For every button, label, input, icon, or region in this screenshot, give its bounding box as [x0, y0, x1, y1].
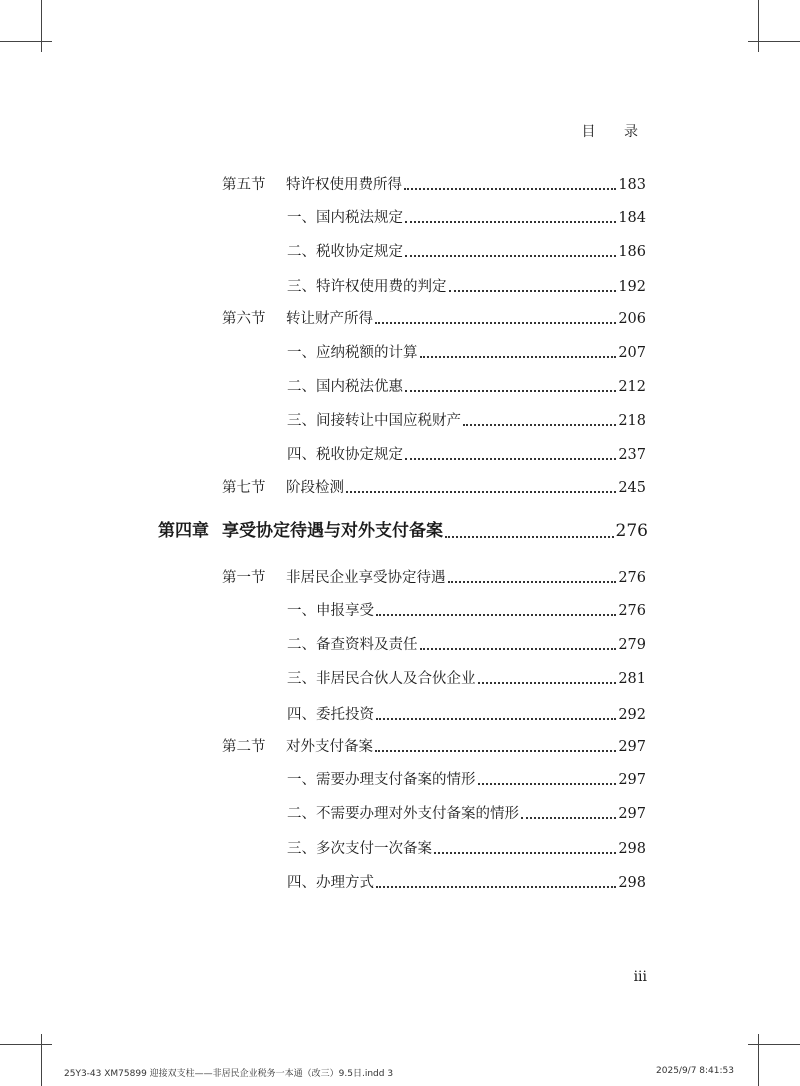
- toc-entry-label: 第二节: [222, 739, 266, 755]
- toc-entry-title: 三、特许权使用费的判定: [287, 279, 447, 295]
- toc-entry-item[interactable]: [287, 636, 646, 654]
- toc-entry-item[interactable]: [287, 446, 646, 464]
- crop-mark: [41, 0, 42, 52]
- dot-leader: [405, 254, 616, 257]
- toc-entry-item[interactable]: [287, 706, 646, 724]
- dot-leader: [376, 613, 616, 616]
- dot-leader: [420, 647, 617, 650]
- crop-mark: [748, 41, 800, 42]
- toc-entry-item[interactable]: [287, 670, 646, 688]
- dot-leader: [346, 490, 616, 493]
- toc-entry-section[interactable]: [222, 176, 646, 194]
- toc-entry-item[interactable]: [287, 412, 646, 430]
- toc-entry-item[interactable]: [287, 602, 646, 620]
- toc-entry-title: 三、间接转让中国应税财产: [287, 413, 461, 429]
- dot-leader: [434, 851, 616, 854]
- crop-mark: [0, 41, 52, 42]
- toc-entry-page-number: 218: [618, 413, 646, 429]
- print-slug-timestamp: 2025/9/7 8:41:53: [656, 1066, 734, 1076]
- crop-mark: [0, 1044, 52, 1045]
- toc-entry-title: 特许权使用费所得: [286, 177, 402, 193]
- toc-entry-item[interactable]: [287, 209, 646, 227]
- toc-entry-item[interactable]: [287, 243, 646, 261]
- dot-leader: [448, 580, 617, 583]
- dot-leader: [463, 423, 616, 426]
- toc-entry-title: 四、办理方式: [287, 875, 374, 891]
- toc-entry-title: 一、申报享受: [287, 603, 374, 619]
- toc-entry-title: 二、备查资料及责任: [287, 637, 418, 653]
- toc-entry-title: 对外支付备案: [286, 739, 373, 755]
- dot-leader: [445, 535, 614, 538]
- toc-entry-page-number: 184: [618, 210, 646, 226]
- dot-leader: [521, 816, 616, 819]
- dot-leader: [375, 321, 616, 324]
- toc-entry-page-number: 276: [615, 521, 648, 541]
- dot-leader: [405, 220, 616, 223]
- toc-entry-page-number: 207: [618, 345, 646, 361]
- toc-entry-title: 一、应纳税额的计算: [287, 345, 418, 361]
- toc-entry-title: 二、税收协定规定: [287, 244, 403, 260]
- toc-entry-title: 转让财产所得: [286, 311, 373, 327]
- crop-mark: [748, 1044, 800, 1045]
- toc-entry-label: 第七节: [222, 480, 266, 496]
- running-head: 目 录: [581, 124, 650, 140]
- dot-leader: [405, 457, 616, 460]
- toc-entry-item[interactable]: [287, 805, 646, 823]
- toc-entry-label: 第六节: [222, 311, 266, 327]
- dot-leader: [478, 681, 617, 684]
- toc-entry-title: 阶段检测: [286, 480, 344, 496]
- toc-entry-page-number: 192: [618, 279, 646, 295]
- toc-entry-page-number: 183: [618, 177, 646, 193]
- toc-entry-title: 四、委托投资: [287, 707, 374, 723]
- dot-leader: [449, 289, 617, 292]
- toc-entry-page-number: 279: [618, 637, 646, 653]
- toc-entry-page-number: 237: [618, 447, 646, 463]
- toc-entry-title: 一、国内税法规定: [287, 210, 403, 226]
- toc-entry-item[interactable]: [287, 840, 646, 858]
- toc-entry-title: 非居民企业享受协定待遇: [286, 570, 446, 586]
- toc-entry-page-number: 276: [618, 603, 646, 619]
- toc-entry-label: 第四章: [158, 521, 209, 541]
- dot-leader: [404, 187, 616, 190]
- toc-entry-item[interactable]: [287, 378, 646, 396]
- dot-leader: [375, 749, 616, 752]
- crop-mark: [758, 1034, 759, 1086]
- toc-entry-section[interactable]: [222, 310, 646, 328]
- toc-entry-page-number: 297: [618, 739, 646, 755]
- toc-entry-item[interactable]: [287, 874, 646, 892]
- toc-entry-title: 二、国内税法优惠: [287, 379, 403, 395]
- toc-entry-page-number: 281: [618, 671, 646, 687]
- toc-entry-label: 第五节: [222, 177, 266, 193]
- toc-entry-title: 二、不需要办理对外支付备案的情形: [287, 806, 519, 822]
- dot-leader: [376, 717, 616, 720]
- toc-entry-page-number: 245: [618, 480, 646, 496]
- dot-leader: [376, 885, 616, 888]
- toc-entry-page-number: 298: [618, 841, 646, 857]
- toc-entry-page-number: 276: [618, 570, 646, 586]
- dot-leader: [420, 355, 617, 358]
- toc-entry-title: 享受协定待遇与对外支付备案: [222, 521, 443, 541]
- toc-entry-title: 一、需要办理支付备案的情形: [287, 772, 476, 788]
- toc-entry-title: 四、税收协定规定: [287, 447, 403, 463]
- toc-entry-page-number: 297: [618, 806, 646, 822]
- toc-entry-title: 三、多次支付一次备案: [287, 841, 432, 857]
- toc-entry-item[interactable]: [287, 278, 646, 296]
- toc-entry-item[interactable]: [287, 344, 646, 362]
- toc-entry-page-number: 206: [618, 311, 646, 327]
- dot-leader: [478, 782, 617, 785]
- toc-entry-item[interactable]: [287, 771, 646, 789]
- crop-mark: [758, 0, 759, 52]
- toc-entry-page-number: 212: [618, 379, 646, 395]
- toc-entry-section[interactable]: [222, 738, 646, 756]
- dot-leader: [405, 389, 616, 392]
- toc-entry-chapter[interactable]: [158, 520, 648, 542]
- toc-entry-label: 第一节: [222, 570, 266, 586]
- toc-entry-title: 三、非居民合伙人及合伙企业: [287, 671, 476, 687]
- print-slug-file: 25Y3-43 XM75899 迎接双支柱——非居民企业税务一本通（改三）9.5日.indd 3: [64, 1069, 394, 1079]
- toc-entry-page-number: 292: [618, 707, 646, 723]
- toc-entry-section[interactable]: [222, 569, 646, 587]
- page-folio: iii: [633, 969, 647, 985]
- toc-entry-page-number: 298: [618, 875, 646, 891]
- toc-entry-page-number: 297: [618, 772, 646, 788]
- crop-mark: [41, 1034, 42, 1086]
- toc-entry-page-number: 186: [618, 244, 646, 260]
- toc-entry-section[interactable]: [222, 479, 646, 497]
